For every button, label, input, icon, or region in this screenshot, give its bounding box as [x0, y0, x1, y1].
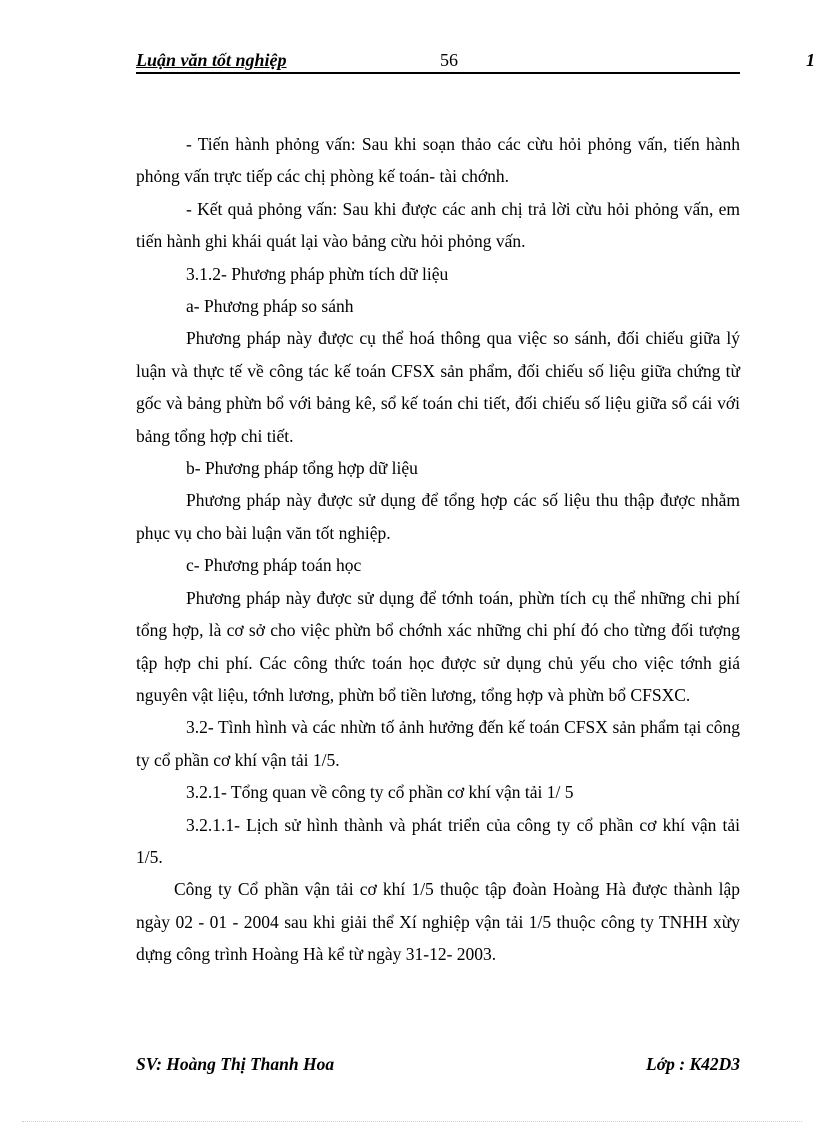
paragraph-interview-result: - Kết quả phỏng vấn: Sau khi được các anh chị trả lời cừu hỏi phỏng vấn, em tiến hành ghi khái quát lại vào bảng cừu hỏi phỏng vấn. — [136, 198, 740, 252]
page-bottom-divider — [22, 1121, 802, 1122]
paragraph-math-method: Phương pháp này được sử dụng để tớnh toán, phừn tích cụ thể những chi phí tổng hợp, là cơ sở cho việc phừn bổ chớnh xác những chi phí đó cho từng đối tượng tập hợp chi phí. Các công thức toán học được sử dụng chủ yếu cho việc tớnh giá nguyên vật liệu, tớnh lương, phừn bổ tiền lương, tổng hợp và phừn bổ CFSXC. — [136, 587, 740, 705]
page-header — [136, 48, 740, 74]
paragraph-company-history: Công ty Cổ phần vận tải cơ khí 1/5 thuộc tập đoàn Hoàng Hà được thành lập ngày 02 - 01 - 2004 sau khi giải thể Xí nghiệp vận tải 1/5 thuộc công ty TNHH xừy dựng công trình Hoàng Hà kể từ ngày 31-12- 2003. — [136, 879, 740, 965]
page-number: 56 — [440, 50, 458, 70]
section-heading-3-2-1-1: 3.2.1.1- Lịch sử hình thành và phát triển của công ty cổ phần cơ khí vận tải 1/5. — [136, 814, 740, 867]
section-heading-3-2: 3.2- Tình hình và các nhừn tố ảnh hưởng đến kế toán CFSX sản phẩm tại công ty cổ phần cơ khí vận tải 1/5. — [136, 717, 740, 770]
subheading-math-method: c- Phương pháp toán học — [186, 555, 362, 576]
subheading-synthesis-method: b- Phương pháp tổng hợp dữ liệu — [186, 458, 418, 479]
paragraph-interview-process: - Tiến hành phỏng vấn: Sau khi soạn thảo các cừu hỏi phỏng vấn, tiến hành phỏng vấn trực tiếp các chị phòng kế toán- tài chớnh. — [136, 134, 740, 187]
page-footer — [136, 1054, 740, 1078]
footer-student-name: SV: Hoàng Thị Thanh Hoa — [136, 1054, 335, 1074]
section-heading-3-2-1: 3.2.1- Tổng quan về công ty cổ phần cơ khí vận tải 1/ 5 — [186, 782, 574, 803]
paragraph-synthesis-method: Phương pháp này được sử dụng để tổng hợp các số liệu thu thập được nhằm phục vụ cho bài luận văn tốt nghiệp. — [136, 490, 740, 543]
section-heading-3-1-2: 3.1.2- Phương pháp phừn tích dữ liệu — [186, 263, 449, 284]
header-title: Luận văn tốt nghiệp — [136, 50, 287, 70]
document-body — [136, 128, 740, 971]
footer-class: Lớp : K42D3 — [646, 1054, 740, 1074]
header-edge-mark: 1 — [806, 50, 815, 70]
paragraph-comparison-method: Phương pháp này được cụ thể hoá thông qua việc so sánh, đối chiếu giữa lý luận và thực tế về công tác kế toán CFSX sản phẩm, đối chiếu số liệu giữa chứng từ gốc và bảng phừn bổ với bảng kê, sổ kế toán chi tiết, đối chiếu số liệu giữa sổ cái với bảng tổng hợp chi tiết. — [136, 328, 740, 446]
subheading-comparison-method: a- Phương pháp so sánh — [186, 296, 354, 317]
